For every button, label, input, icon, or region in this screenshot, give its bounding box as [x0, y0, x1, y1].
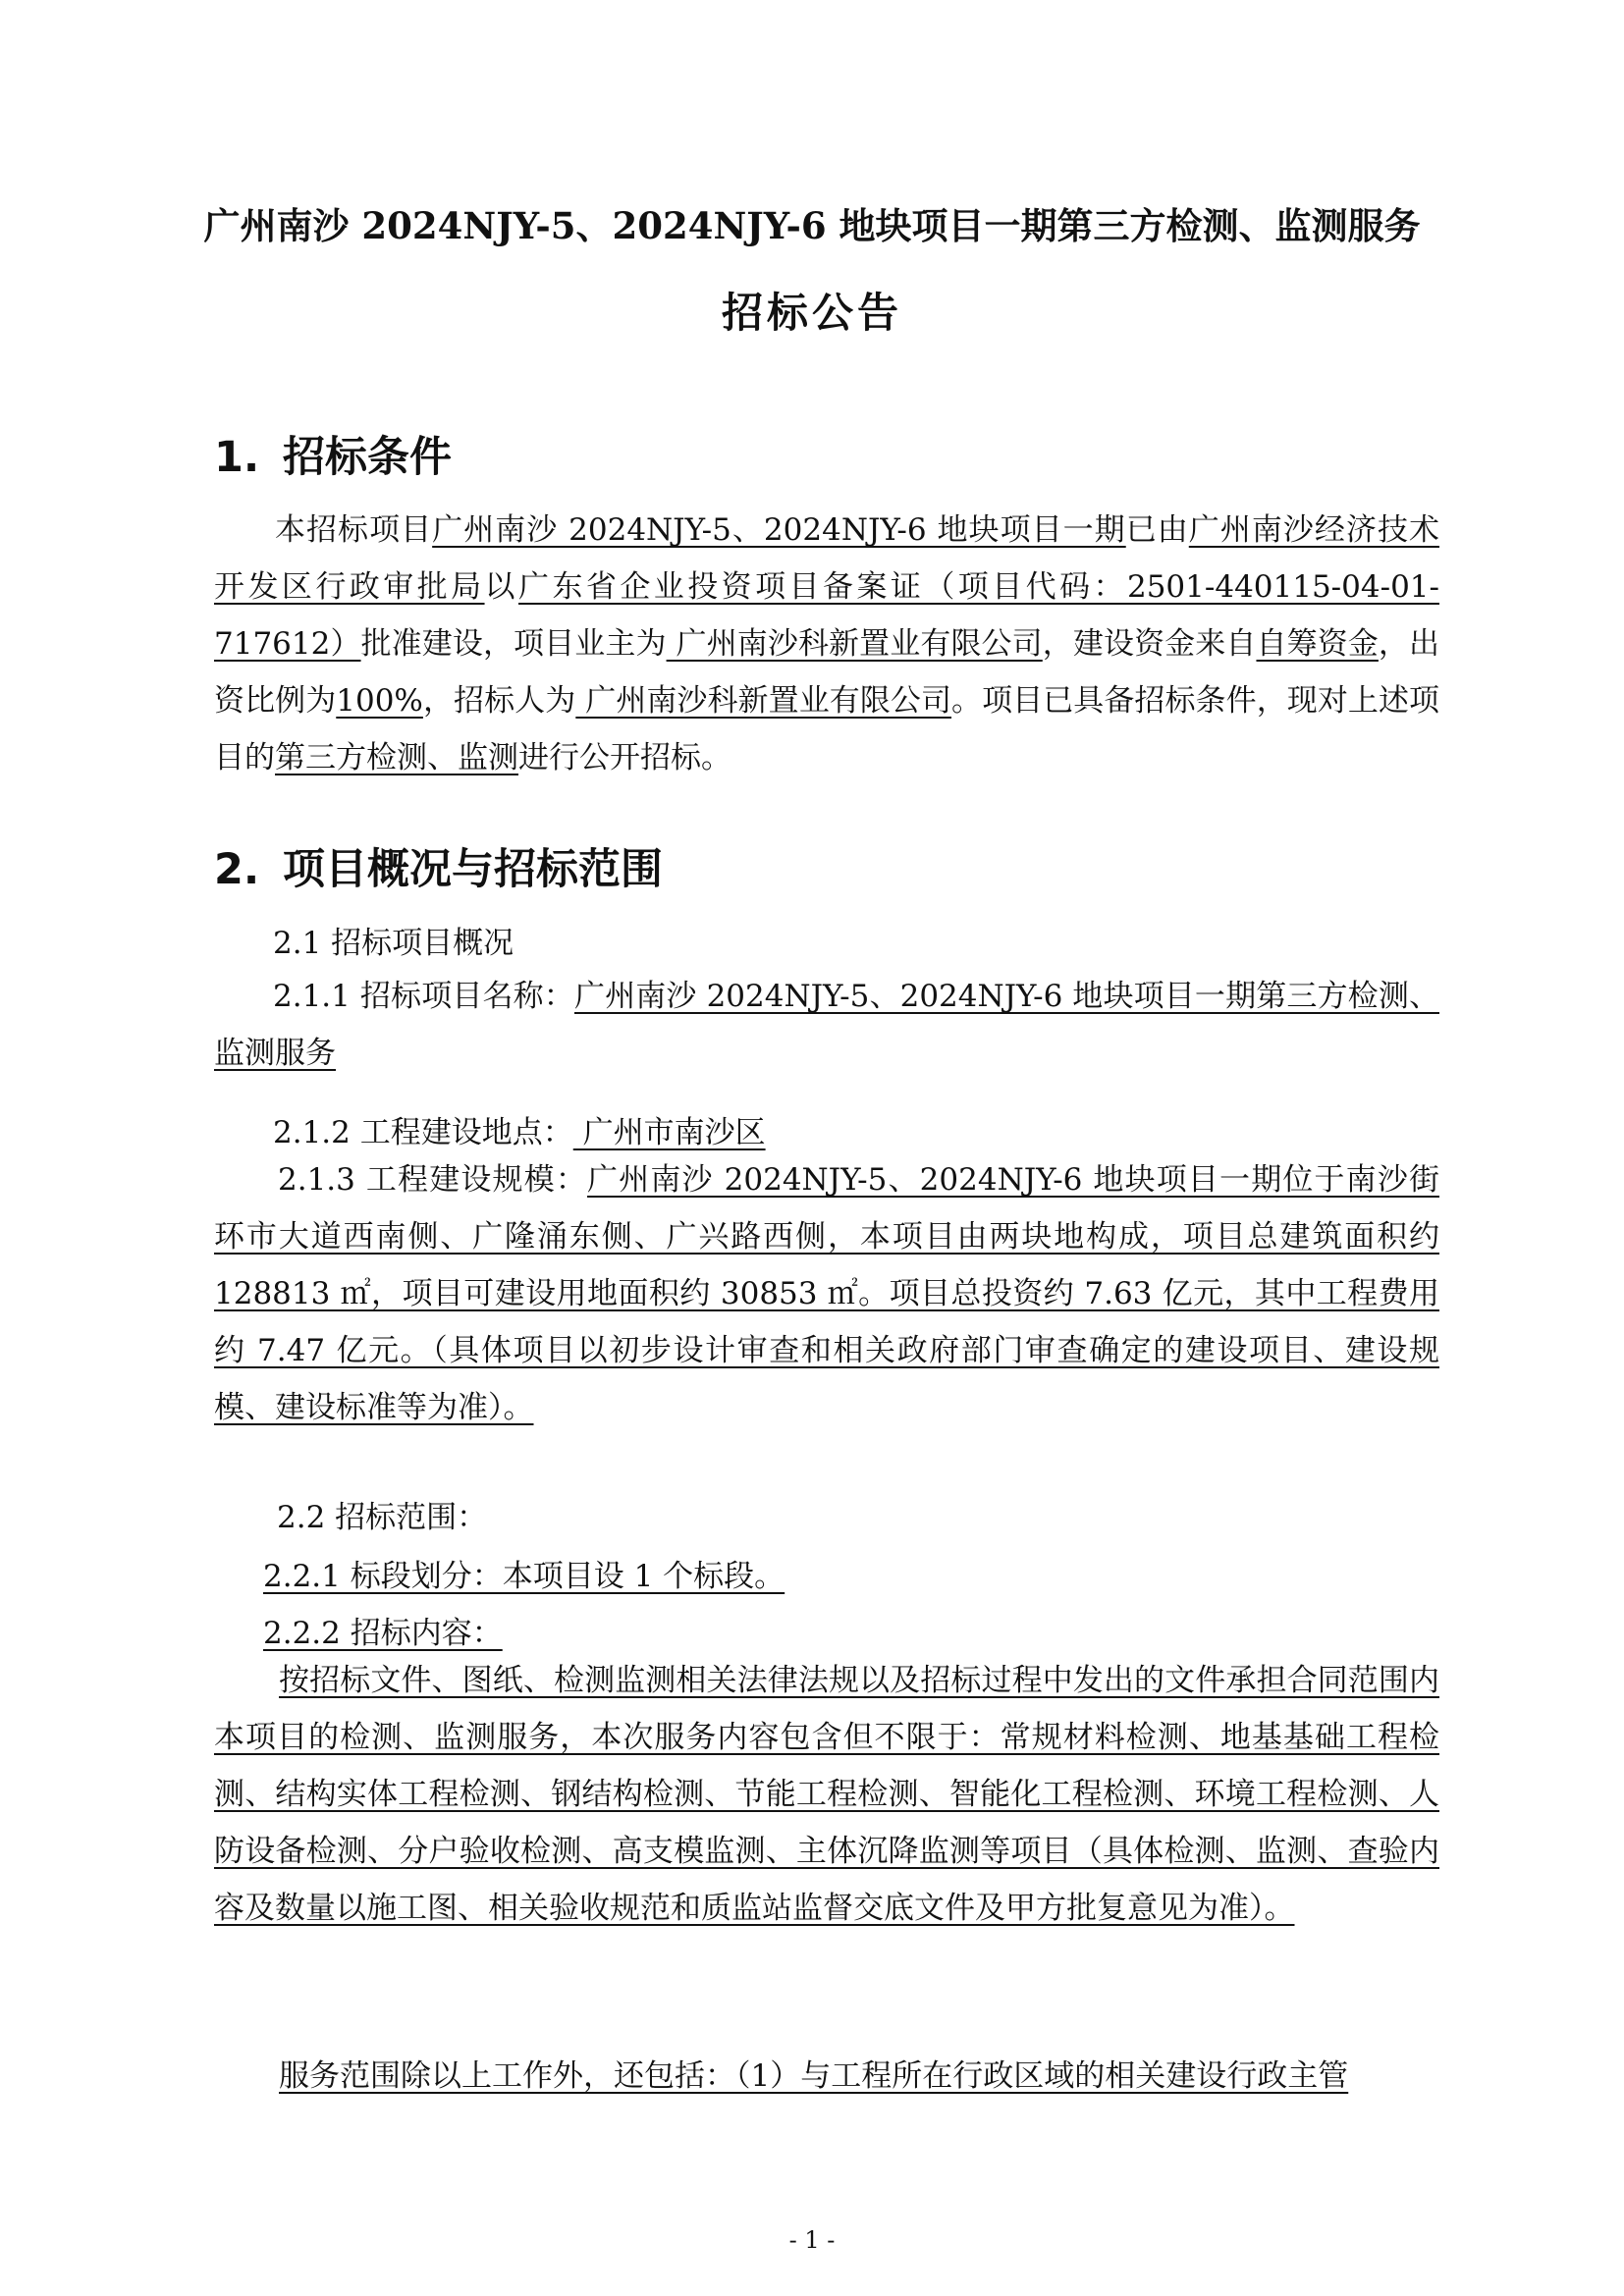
tender-content-paragraph: [214, 1652, 1439, 1937]
text-run: ，招标人为: [422, 683, 576, 719]
subsection-2-2-1: [263, 1551, 785, 1595]
project-name: 广州南沙 2024NJY-5、2024NJY-6 地块项目一期: [432, 512, 1126, 548]
document-subtitle: 招标公告: [721, 289, 902, 337]
tender-content-label: 2.2.2 招标内容：: [263, 1616, 503, 1651]
approval-authority: 广州南沙经济技术开发区行政审批局: [214, 512, 1439, 605]
service-scope-text: 服务范围除以上工作外，还包括：（1）与工程所在行政区域的相关建设行政主管: [279, 2058, 1349, 2094]
text-run: 进行公开招标。: [518, 740, 731, 775]
project-title-value: 广州南沙 2024NJY-5、2024NJY-6 地块项目一期第三方检测、监测服务: [214, 979, 1439, 1071]
subsection-2-1: 2.1 招标项目概况: [273, 926, 514, 961]
subsection-2-2-2: [263, 1608, 503, 1652]
section-2-number: 2.: [214, 845, 260, 894]
section-1-number: 1.: [214, 433, 260, 482]
project-owner: 广州南沙科新置业有限公司: [666, 626, 1043, 662]
funding-source: 自筹资金: [1256, 626, 1379, 662]
subsection-2-2: 2.2 招标范围：: [277, 1500, 488, 1535]
document-title: 广州南沙 2024NJY-5、2024NJY-6 地块项目一期第三方检测、监测服务: [203, 204, 1421, 247]
text-run: ，建设资金来自: [1042, 626, 1257, 662]
service-scope-paragraph: [214, 2048, 1439, 2105]
tender-subject: 第三方检测、监测: [275, 740, 518, 775]
lot-division: 2.2.1 标段划分：本项目设 1 个标段。: [263, 1559, 785, 1594]
field-label: 2.1.3 工程建设规模：: [278, 1162, 588, 1198]
text-run: 已由: [1125, 512, 1189, 548]
page-number: - 1 -: [788, 2226, 836, 2254]
text-run: ，出资比例为: [214, 626, 1440, 719]
section-1-paragraph: [214, 502, 1439, 786]
text-run: 本招标项目: [275, 512, 433, 548]
text-run: 以: [484, 569, 518, 605]
subsection-2-1-3: [214, 1151, 1439, 1436]
construction-scale-value: 广州南沙 2024NJY-5、2024NJY-6 地块项目一期位于南沙街环市大道西南侧、广隆涌东侧、广兴路西侧，本项目由两块地构成，项目总建筑面积约 128813 ㎡，项目可建设用地面积约 30853 ㎡。项目总投资约 7.63 亿元，其中工程费用约 7.47 亿元。（具体项目以初步设计审查和相关政府部门审查确定的建设项目、建设规模、建设标准等为准）。: [214, 1162, 1439, 1425]
construction-site-value: 广州市南沙区: [572, 1115, 766, 1150]
field-label: 2.1.2 工程建设地点：: [273, 1115, 573, 1150]
approval-document: 广东省企业投资项目备案证（项目代码：2501-440115-04-01-717612）: [214, 569, 1439, 662]
section-1-heading: [214, 424, 452, 484]
subsection-2-1-2: [273, 1107, 766, 1151]
section-2-title: 项目概况与招标范围: [283, 845, 663, 894]
text-run: 。项目已具备招标条件，现对上述项目的: [214, 683, 1440, 775]
tenderer: 广州南沙科新置业有限公司: [575, 683, 952, 719]
section-1-title: 招标条件: [283, 433, 452, 482]
text-run: 批准建设，项目业主为: [360, 626, 667, 662]
funding-ratio: 100%: [336, 683, 423, 719]
tender-content-text: 按招标文件、图纸、检测监测相关法律法规以及招标过程中发出的文件承担合同范围内本项目的检测、监测服务，本次服务内容包含但不限于：常规材料检测、地基基础工程检测、结构实体工程检测、钢结构检测、节能工程检测、智能化工程检测、环境工程检测、人防设备检测、分户验收检测、高支模监测、主体沉降监测等项目（具体检测、监测、查验内容及数量以施工图、相关验收规范和质监站监督交底文件及甲方批复意见为准）。: [214, 1663, 1439, 1926]
subsection-2-1-1: [214, 968, 1439, 1082]
field-label: 2.1.1 招标项目名称：: [273, 979, 574, 1014]
section-2-heading: [214, 836, 663, 896]
